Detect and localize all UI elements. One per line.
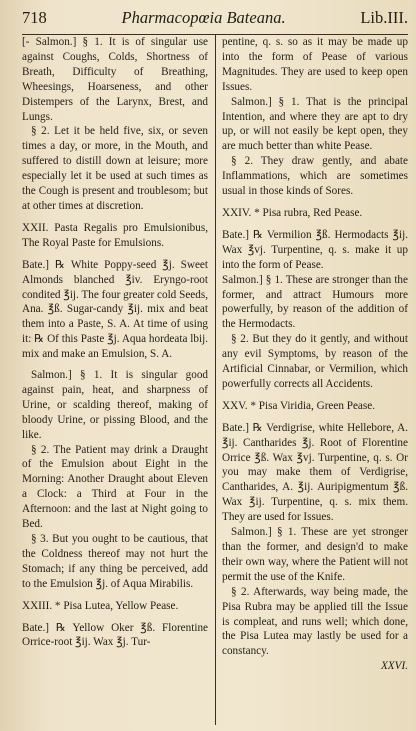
book-number: Lib.III. [360, 8, 408, 27]
left-paragraph: Bate.] ℞ White Poppy-seed ℥j. Sweet Almonds blanched ℥iv. Eryngo-root condited ℥ij. The four greater cold Seeds, Ana. ℥ß. Sugar-candy ℥ij. mix and beat them into a Paste, S. A. At time of using it: ℞ Of this Paste ℥j. Aqua hordeata lbij. mix and make an Emulsion, S. A. [22, 258, 209, 361]
left-paragraph: [- Salmon.] § 1. It is of singular use against Coughs, Colds, Shortness of Breath, Difficulty of Breathing, Wheesings, Hoarseness, and other Distempers of the Larynx, Brest, and Lungs. [22, 36, 209, 123]
right-paragraph: Bate.] ℞ Verdigrise, white Hellebore, A. ℥ij. Cantharides ℥j. Root of Florentine Orrice ℥ß. Wax ℥vj. Turpentine, q. s. Or you may make them of Verdigrise, Cantharides, A. ℥ij. Auripigmentum ℥ß. Wax ℥ij. Turpentine, q. s. mix them. They are used for Issues. [221, 421, 408, 524]
text-columns [22, 35, 408, 725]
right-paragraph: § 2. But they do it gently, and without any evil Symptoms, by reason of the Artificial Cinnabar, or Vermilion, which powerfully corrects all Accidents. [221, 333, 408, 390]
left-paragraph: Bate.] ℞ Yellow Oker ℥ß. Florentine Orrice-root ℥ij. Wax ℥j. Tur- [22, 621, 209, 649]
right-paragraph: Salmon.] § 1. These are stronger than the former, and attract Humours more powerfully, by reason of the addition of the Hermodacts. [221, 273, 408, 331]
right-column [219, 35, 408, 725]
left-paragraph: § 3. But you ought to be cautious, that the Coldness thereof may not hurt the Stomach; if any thing be perceived, add to the Emulsion ℥j. of Aqua Mirabilis. [22, 533, 209, 590]
right-paragraph: Bate.] ℞ Vermilion ℥ß. Hermodacts ℥ij. Wax ℥vj. Turpentine, q. s. make it up into the form of Pease. [221, 228, 408, 271]
right-paragraph: § 2. They draw gently, and abate Inflammations, which are sometimes usual in those kinds of Sores. [221, 155, 408, 198]
running-header [22, 8, 408, 32]
right-paragraph: XXVI. [380, 660, 408, 673]
running-title: Pharmacopœia Bateana. [121, 8, 286, 27]
left-column [22, 35, 212, 725]
column-divider [215, 35, 216, 725]
page-number: 718 [22, 8, 47, 27]
right-paragraph: Salmon.] § 1. That is the principal Intention, and where they are apt to dry up, or will not easily be kept open, they are much better than white Pease. [221, 95, 408, 153]
left-paragraph: XXII. Pasta Regalis pro Emulsionibus, The Royal Paste for Emulsions. [22, 221, 209, 249]
right-paragraph: Salmon.] § 1. These are yet stronger than the former, and design'd to make their own way, where the Patient will not permit the use of the Knife. [221, 526, 408, 583]
right-paragraph: pentine, q. s. so as it may be made up into the form of Pease of various Magnitudes. They are used to keep open Issues. [221, 36, 408, 93]
left-paragraph: XXIII. * Pisa Lutea, Yellow Pease. [22, 599, 179, 612]
left-paragraph: § 2. The Patient may drink a Draught of the Emulsion about Eight in the Morning: Another Draught about Eleven a Clock: a Third at Four in the Afternoon: and the last at Night going to Bed. [22, 443, 209, 531]
left-paragraph: § 2. Let it be held five, six, or seven times a day, or more, in the Mouth, and suffered to distill down at leisure; more especially let it be used at such times as the Cough is present and troublesom; but at other times at discretion. [22, 125, 209, 212]
right-paragraph: XXIV. * Pisa rubra, Red Pease. [221, 206, 363, 219]
right-paragraph: § 2. Afterwards, way being made, the Pisa Rubra may be applied till the Issue is compleat, and runs well; which done, the Pisa Lutea may lastly be used for a constancy. [221, 585, 408, 658]
right-paragraph: XXV. * Pisa Viridia, Green Pease. [221, 399, 376, 412]
left-paragraph: Salmon.] § 1. It is singular good against pain, heat, and sharpness of Urine, or scalding thereof, making of bloody Urine, or pissing Blood, and the like. [22, 369, 209, 441]
